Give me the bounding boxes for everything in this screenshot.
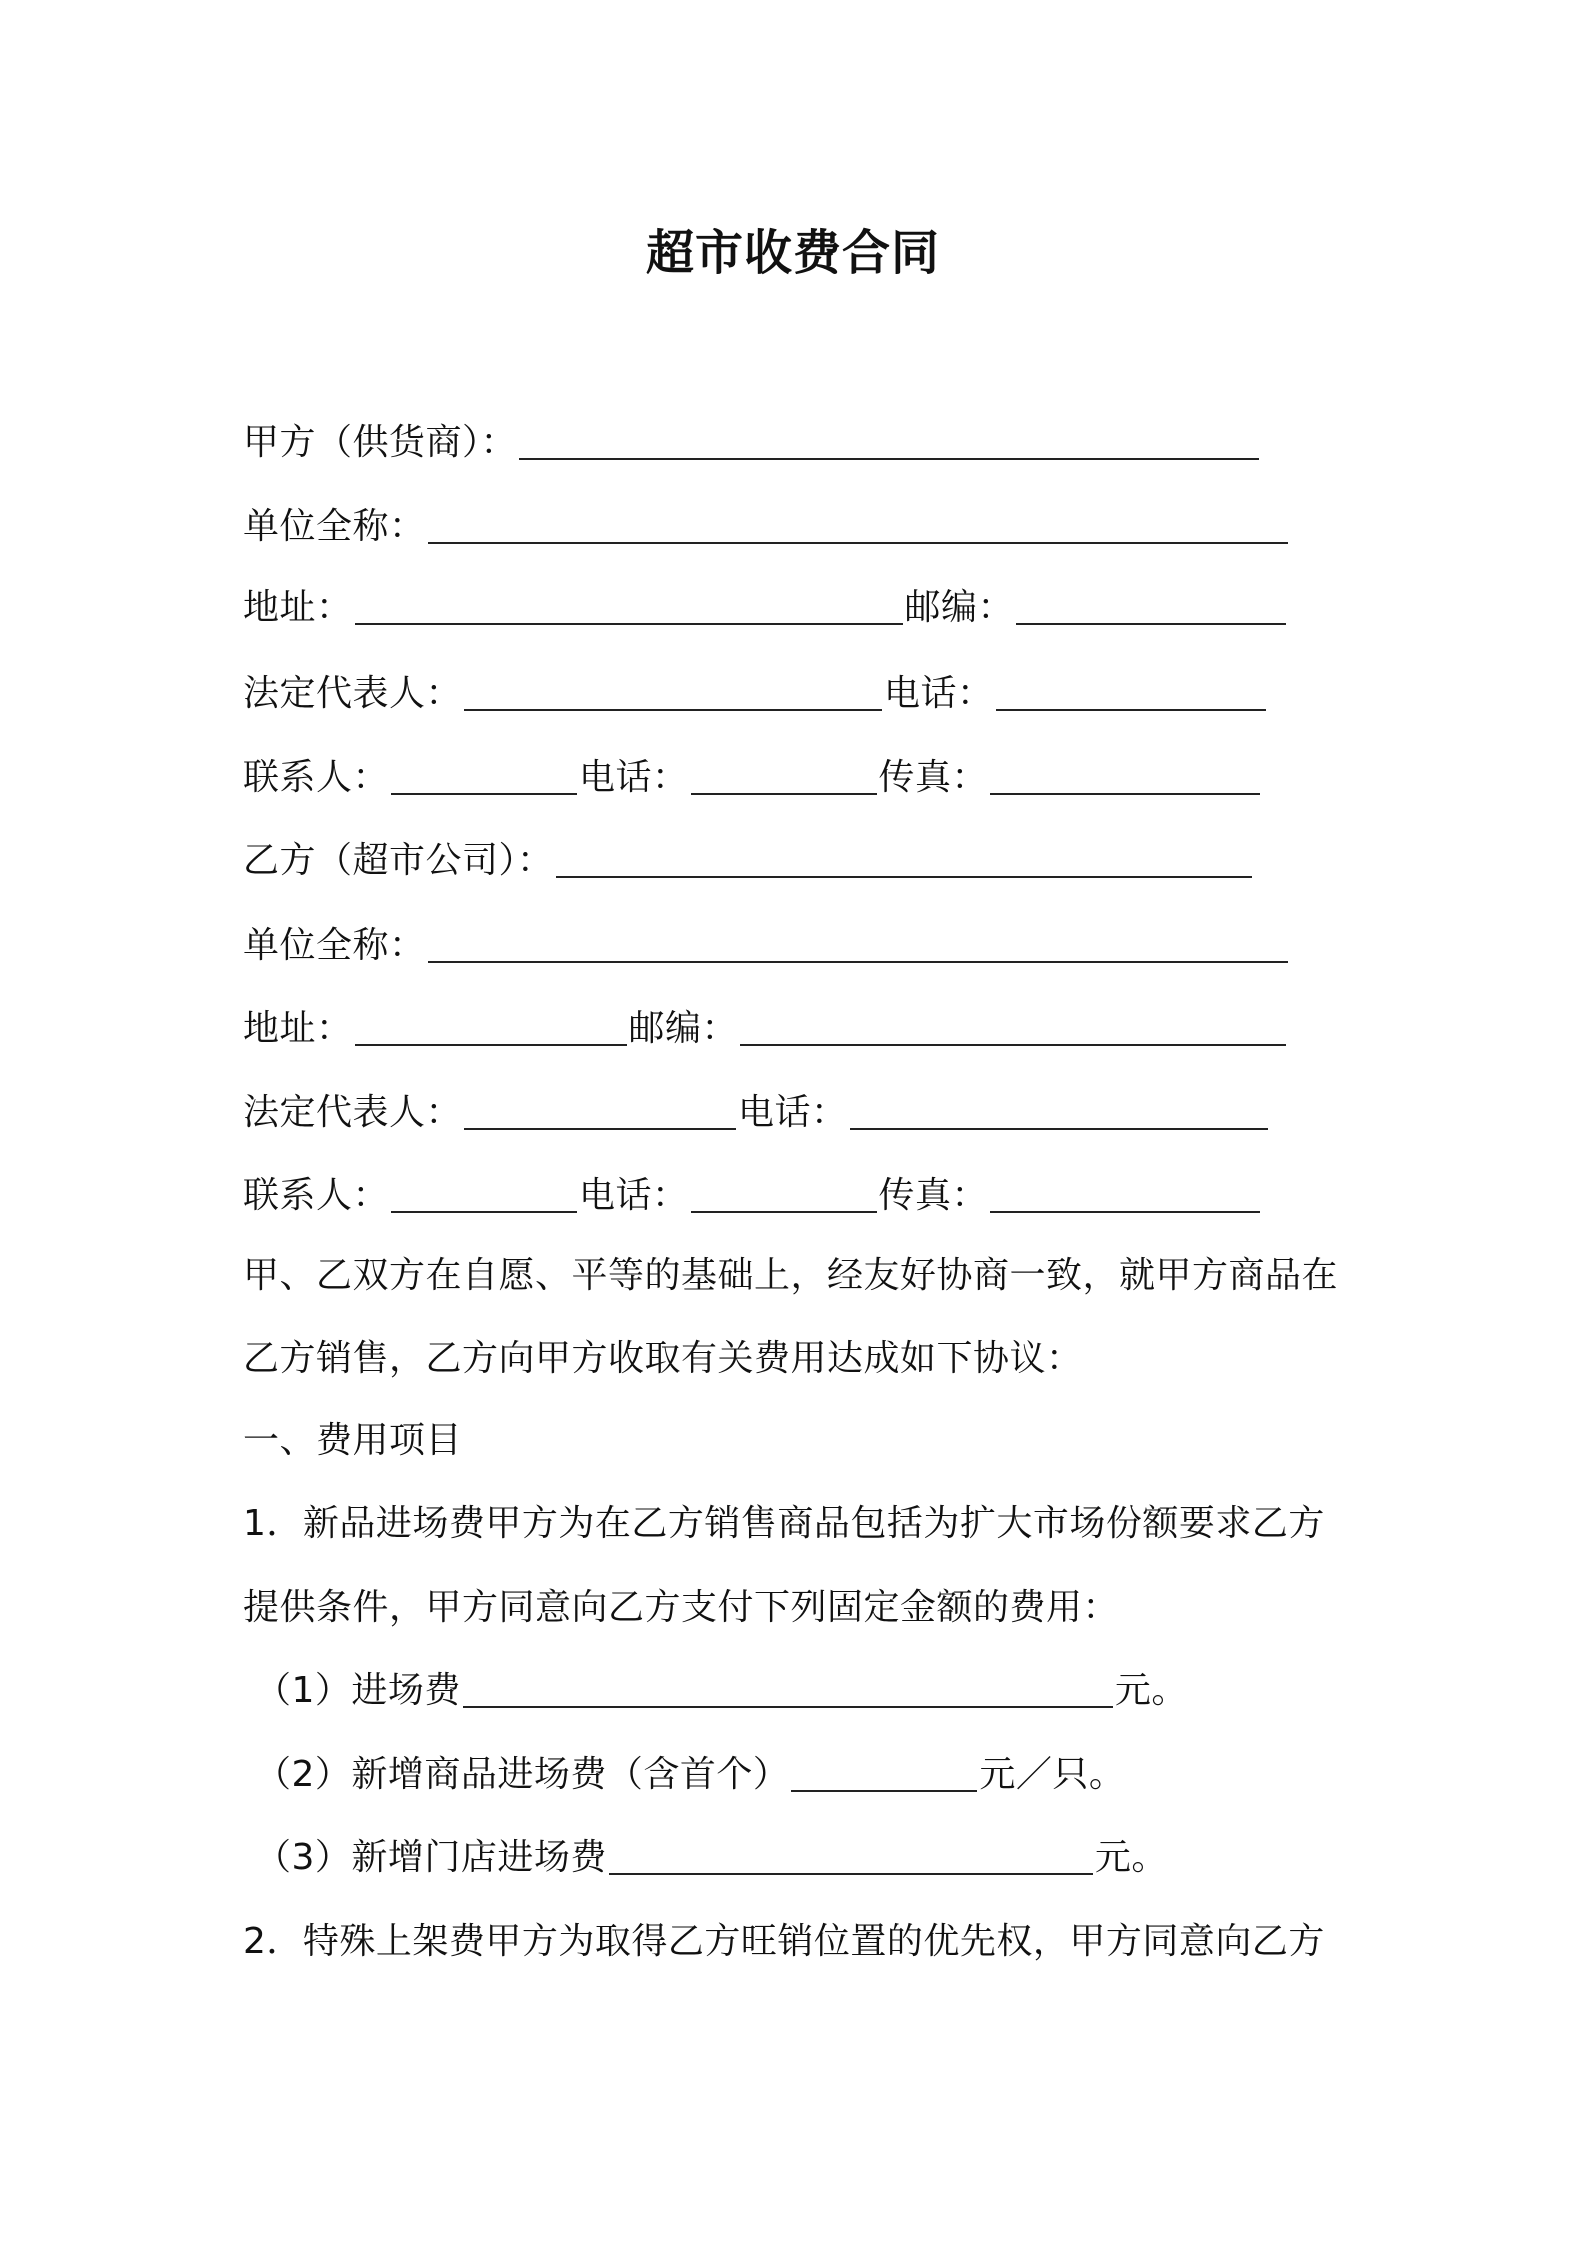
- fee-1-row: [255, 1666, 1188, 1716]
- item-2-line-1: 2．特殊上架费甲方为取得乙方旺销位置的优先权，甲方同意向乙方: [243, 1921, 1325, 1962]
- party-a-header-row: [243, 418, 1261, 468]
- party-b-postcode-label: 邮编：: [628, 1008, 739, 1049]
- party-b-fax-label: 传真：: [878, 1175, 989, 1216]
- party-a-phone-label: 电话：: [884, 673, 994, 714]
- party-b-contact-label: 联系人：: [243, 1175, 390, 1216]
- party-a-contact-row: [243, 753, 1262, 803]
- party-a-address-field[interactable]: [355, 589, 903, 625]
- document-title: 超市收费合同: [645, 225, 940, 281]
- party-b-legal-rep-label: 法定代表人：: [243, 1092, 463, 1133]
- fee-2-unit: 元／只。: [979, 1754, 1126, 1795]
- preamble-line-1: 甲、乙双方在自愿、平等的基础上，经友好协商一致，就甲方商品在: [243, 1255, 1339, 1296]
- party-b-legal-rep-field[interactable]: [464, 1094, 736, 1130]
- party-a-full-name-label: 单位全称：: [243, 506, 426, 547]
- party-a-legal-rep-field[interactable]: [464, 675, 882, 711]
- fee-1-label: （1）进场费: [255, 1670, 461, 1711]
- party-b-contact-phone-label: 电话：: [579, 1175, 689, 1216]
- party-a-postcode-label: 邮编：: [904, 587, 1015, 628]
- party-b-full-name-row: [243, 921, 1290, 971]
- fee-2-row: [255, 1750, 1125, 1800]
- party-b-address-label: 地址：: [243, 1008, 353, 1049]
- party-b-header-label: 乙方（超市公司）：: [243, 840, 554, 881]
- party-a-legal-rep-label: 法定代表人：: [243, 673, 463, 714]
- fee-1-amount-field[interactable]: [463, 1672, 1113, 1708]
- party-b-contact-phone-field[interactable]: [691, 1177, 877, 1213]
- party-a-address-row: [243, 583, 1288, 633]
- party-a-header-label: 甲方（供货商）：: [243, 422, 518, 463]
- party-a-name-field[interactable]: [519, 424, 1259, 460]
- party-a-postcode-field[interactable]: [1016, 589, 1286, 625]
- preamble-line-2: 乙方销售，乙方向甲方收取有关费用达成如下协议：: [243, 1338, 1083, 1379]
- party-a-contact-phone-label: 电话：: [579, 757, 689, 798]
- fee-3-unit: 元。: [1094, 1837, 1168, 1878]
- fee-3-label: （3）新增门店进场费: [255, 1837, 607, 1878]
- fee-3-amount-field[interactable]: [609, 1839, 1093, 1875]
- party-b-address-row: [243, 1004, 1288, 1054]
- party-b-full-name-label: 单位全称：: [243, 925, 426, 966]
- fee-3-row: [255, 1833, 1168, 1883]
- fee-1-unit: 元。: [1114, 1670, 1188, 1711]
- party-a-full-name-row: [243, 502, 1290, 552]
- party-b-postcode-field[interactable]: [740, 1010, 1286, 1046]
- party-b-name-field[interactable]: [556, 842, 1252, 878]
- party-b-fax-field[interactable]: [990, 1177, 1260, 1213]
- party-b-full-name-field[interactable]: [428, 927, 1288, 963]
- party-b-phone-field[interactable]: [850, 1094, 1268, 1130]
- party-a-contact-label: 联系人：: [243, 757, 390, 798]
- fee-2-amount-field[interactable]: [791, 1756, 977, 1792]
- item-1-line-1: 1．新品进场费甲方为在乙方销售商品包括为扩大市场份额要求乙方: [243, 1503, 1325, 1544]
- fee-2-label: （2）新增商品进场费（含首个）: [255, 1754, 790, 1795]
- party-a-legal-rep-row: [243, 669, 1268, 719]
- party-a-contact-field[interactable]: [391, 759, 577, 795]
- party-b-contact-field[interactable]: [391, 1177, 577, 1213]
- party-b-phone-label: 电话：: [738, 1092, 848, 1133]
- party-b-contact-row: [243, 1171, 1262, 1221]
- party-a-address-label: 地址：: [243, 587, 353, 628]
- item-1-line-2: 提供条件，甲方同意向乙方支付下列固定金额的费用：: [243, 1587, 1120, 1628]
- party-b-header-row: [243, 836, 1254, 886]
- party-b-address-field[interactable]: [355, 1010, 627, 1046]
- section-1-heading: 一、费用项目: [243, 1420, 463, 1461]
- party-a-contact-phone-field[interactable]: [691, 759, 877, 795]
- party-a-phone-field[interactable]: [996, 675, 1266, 711]
- party-a-fax-label: 传真：: [878, 757, 989, 798]
- party-b-legal-rep-row: [243, 1088, 1270, 1138]
- party-a-full-name-field[interactable]: [428, 508, 1288, 544]
- party-a-fax-field[interactable]: [990, 759, 1260, 795]
